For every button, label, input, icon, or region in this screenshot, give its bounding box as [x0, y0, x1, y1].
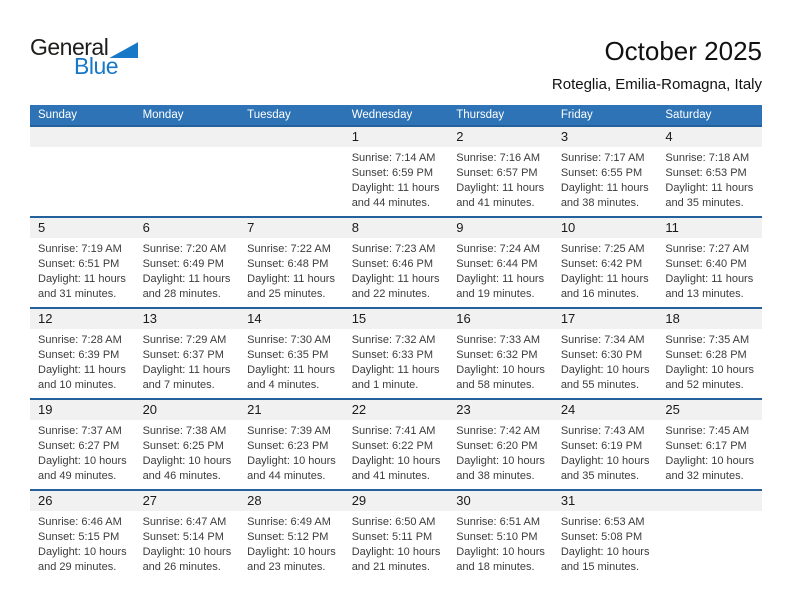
day-detail-line: Daylight: 11 hours [665, 182, 754, 194]
day-details [553, 238, 658, 302]
day-cell [657, 126, 762, 217]
day-number [30, 127, 135, 147]
day-details [135, 329, 240, 393]
day-detail-line: Sunrise: 7:16 AM [456, 152, 541, 164]
day-detail-line: Sunrise: 7:29 AM [142, 334, 227, 346]
day-detail-line: and 35 minutes. [665, 197, 744, 209]
day-detail-line: Sunset: 5:10 PM [456, 531, 538, 543]
day-details [239, 420, 344, 484]
day-detail-line: Sunrise: 7:18 AM [665, 152, 750, 164]
day-detail-line: Daylight: 11 hours [142, 273, 231, 285]
day-number: 21 [239, 400, 344, 420]
day-details [448, 420, 553, 484]
day-detail-line: Daylight: 10 hours [665, 455, 755, 467]
day-cell [553, 308, 658, 399]
day-number: 16 [448, 309, 553, 329]
day-detail-line: Daylight: 11 hours [351, 364, 440, 376]
day-details [657, 511, 762, 515]
day-detail-line: and 26 minutes. [142, 561, 221, 573]
day-cell [553, 126, 658, 217]
day-detail-line: Daylight: 11 hours [456, 273, 545, 285]
day-detail-line: Daylight: 11 hours [38, 273, 126, 285]
day-detail-line: Sunset: 6:48 PM [247, 258, 329, 270]
day-cell [448, 126, 553, 217]
day-details [448, 329, 553, 393]
day-detail-line: and 44 minutes. [351, 197, 430, 209]
day-details [30, 329, 135, 393]
day-number: 1 [344, 127, 449, 147]
day-detail-line: Sunrise: 7:27 AM [665, 243, 750, 255]
day-detail-line: Sunrise: 7:35 AM [665, 334, 750, 346]
day-details [657, 329, 762, 393]
day-cell [553, 217, 658, 308]
day-detail-line: Daylight: 10 hours [665, 364, 755, 376]
day-number: 20 [135, 400, 240, 420]
weekday-header-wednesday: Wednesday [344, 105, 449, 126]
day-cell [344, 308, 449, 399]
day-detail-line: Daylight: 10 hours [38, 546, 127, 558]
day-detail-line: Daylight: 10 hours [142, 455, 232, 467]
weekday-header-row [30, 105, 762, 126]
day-detail-line: and 22 minutes. [351, 288, 430, 300]
day-details [239, 238, 344, 302]
day-number: 12 [30, 309, 135, 329]
day-cell [239, 399, 344, 490]
day-detail-line: Daylight: 11 hours [247, 273, 335, 285]
day-detail-line: Daylight: 10 hours [456, 546, 545, 558]
day-cell [135, 308, 240, 399]
day-detail-line: and 58 minutes. [456, 379, 535, 391]
day-detail-line: Sunrise: 6:51 AM [456, 516, 541, 528]
day-detail-line: Sunset: 6:17 PM [665, 440, 747, 452]
day-detail-line: Sunrise: 7:38 AM [142, 425, 227, 437]
day-detail-line: Daylight: 10 hours [560, 455, 650, 467]
page-header [0, 0, 792, 105]
day-detail-line: Sunrise: 7:32 AM [351, 334, 436, 346]
day-number: 29 [344, 491, 449, 511]
day-number: 19 [30, 400, 135, 420]
week-row [30, 399, 762, 490]
calendar-table [30, 105, 762, 581]
day-cell [30, 308, 135, 399]
day-number [657, 491, 762, 511]
day-detail-line: Sunset: 5:14 PM [142, 531, 224, 543]
day-number: 7 [239, 218, 344, 238]
day-details [448, 238, 553, 302]
day-details [553, 420, 658, 484]
day-cell [344, 217, 449, 308]
day-detail-line: and 38 minutes. [456, 470, 535, 482]
day-detail-line: and 52 minutes. [665, 379, 744, 391]
day-detail-line: Sunset: 6:27 PM [38, 440, 120, 452]
day-details [344, 329, 449, 393]
day-detail-line: Sunrise: 6:46 AM [38, 516, 122, 528]
day-detail-line: and 10 minutes. [38, 379, 117, 391]
logo-text-general: General [30, 34, 109, 60]
day-details [344, 147, 449, 211]
day-detail-line: Sunset: 6:28 PM [665, 349, 747, 361]
day-details [30, 238, 135, 302]
day-cell [448, 308, 553, 399]
day-number: 9 [448, 218, 553, 238]
day-detail-line: Sunset: 6:25 PM [142, 440, 224, 452]
day-number: 28 [239, 491, 344, 511]
day-number: 5 [30, 218, 135, 238]
day-detail-line: Sunset: 6:55 PM [560, 167, 643, 179]
day-details [30, 147, 135, 151]
day-detail-line: Sunrise: 7:34 AM [560, 334, 645, 346]
day-detail-line: Daylight: 11 hours [560, 273, 649, 285]
day-number: 31 [553, 491, 658, 511]
day-detail-line: Sunrise: 7:33 AM [456, 334, 541, 346]
day-detail-line: Daylight: 11 hours [247, 364, 335, 376]
day-detail-line: Sunset: 6:40 PM [665, 258, 747, 270]
day-cell [239, 308, 344, 399]
empty-day-cell [239, 126, 344, 217]
day-detail-line: Daylight: 10 hours [351, 546, 441, 558]
day-cell [657, 308, 762, 399]
day-detail-line: Daylight: 11 hours [38, 364, 126, 376]
day-detail-line: Sunset: 6:30 PM [560, 349, 643, 361]
day-detail-line: Sunrise: 6:49 AM [247, 516, 331, 528]
day-detail-line: Daylight: 10 hours [456, 364, 545, 376]
day-detail-line: Daylight: 10 hours [456, 455, 545, 467]
day-detail-line: Daylight: 10 hours [38, 455, 127, 467]
day-number [239, 127, 344, 147]
day-detail-line: Sunrise: 6:53 AM [560, 516, 645, 528]
day-detail-line: and 41 minutes. [456, 197, 535, 209]
day-details [239, 329, 344, 393]
day-details [448, 511, 553, 575]
day-detail-line: Sunset: 6:59 PM [351, 167, 434, 179]
day-cell [135, 399, 240, 490]
day-cell [448, 217, 553, 308]
week-row [30, 308, 762, 399]
day-detail-line: Sunset: 6:22 PM [351, 440, 434, 452]
day-number: 14 [239, 309, 344, 329]
day-detail-line: and 15 minutes. [560, 561, 640, 573]
day-detail-line: Sunrise: 7:24 AM [456, 243, 541, 255]
day-detail-line: Sunrise: 7:39 AM [247, 425, 331, 437]
day-detail-line: Sunrise: 7:17 AM [560, 152, 645, 164]
day-detail-line: and 23 minutes. [247, 561, 326, 573]
day-details [344, 238, 449, 302]
day-detail-line: and 44 minutes. [247, 470, 326, 482]
day-detail-line: Sunset: 6:44 PM [456, 258, 538, 270]
day-detail-line: Daylight: 10 hours [247, 546, 336, 558]
day-detail-line: Sunset: 5:15 PM [38, 531, 120, 543]
day-detail-line: Sunrise: 7:22 AM [247, 243, 331, 255]
empty-day-cell [30, 126, 135, 217]
day-details [30, 420, 135, 484]
day-detail-line: Sunrise: 7:37 AM [38, 425, 122, 437]
day-number: 27 [135, 491, 240, 511]
day-detail-line: Daylight: 10 hours [142, 546, 232, 558]
day-details [448, 147, 553, 211]
day-detail-line: Sunset: 6:20 PM [456, 440, 538, 452]
day-detail-line: Sunrise: 6:47 AM [142, 516, 227, 528]
day-detail-line: and 28 minutes. [142, 288, 221, 300]
day-details [135, 511, 240, 575]
day-number: 15 [344, 309, 449, 329]
day-detail-line: and 1 minute. [351, 379, 419, 391]
day-number: 13 [135, 309, 240, 329]
weekday-header-monday: Monday [135, 105, 240, 126]
day-detail-line: and 31 minutes. [38, 288, 117, 300]
day-cell [553, 490, 658, 581]
day-cell [344, 490, 449, 581]
empty-day-cell [657, 490, 762, 581]
day-details [30, 511, 135, 575]
day-number: 24 [553, 400, 658, 420]
day-details [239, 147, 344, 151]
day-number: 11 [657, 218, 762, 238]
day-detail-line: Sunrise: 7:19 AM [38, 243, 122, 255]
calendar-body [30, 126, 762, 581]
day-detail-line: Daylight: 11 hours [142, 364, 231, 376]
day-detail-line: Daylight: 10 hours [247, 455, 336, 467]
page-title: October 2025 [604, 36, 762, 66]
day-cell [239, 490, 344, 581]
day-number: 4 [657, 127, 762, 147]
day-detail-line: and 29 minutes. [38, 561, 117, 573]
day-cell [657, 399, 762, 490]
day-detail-line: Sunset: 6:33 PM [351, 349, 434, 361]
weekday-header-tuesday: Tuesday [239, 105, 344, 126]
day-detail-line: Sunset: 6:57 PM [456, 167, 538, 179]
day-cell [239, 217, 344, 308]
general-blue-logo [30, 36, 138, 78]
day-detail-line: and 46 minutes. [142, 470, 221, 482]
day-cell [448, 490, 553, 581]
week-row [30, 217, 762, 308]
day-cell [553, 399, 658, 490]
day-details [553, 147, 658, 211]
day-details [135, 420, 240, 484]
day-detail-line: and 21 minutes. [351, 561, 430, 573]
day-detail-line: Sunset: 5:08 PM [560, 531, 643, 543]
day-detail-line: Sunset: 6:32 PM [456, 349, 538, 361]
day-detail-line: Sunset: 6:37 PM [142, 349, 224, 361]
day-cell [30, 490, 135, 581]
weekday-header-saturday: Saturday [657, 105, 762, 126]
week-row [30, 126, 762, 217]
day-number: 3 [553, 127, 658, 147]
day-detail-line: and 13 minutes. [665, 288, 744, 300]
weekday-header-thursday: Thursday [448, 105, 553, 126]
day-detail-line: Sunrise: 7:41 AM [351, 425, 436, 437]
day-details [344, 420, 449, 484]
day-cell [448, 399, 553, 490]
logo-text-blue: Blue [74, 53, 119, 79]
day-detail-line: Sunset: 6:23 PM [247, 440, 329, 452]
day-detail-line: Daylight: 11 hours [560, 182, 649, 194]
day-detail-line: Daylight: 11 hours [351, 182, 440, 194]
day-detail-line: Sunrise: 7:43 AM [560, 425, 645, 437]
day-detail-line: Daylight: 11 hours [351, 273, 440, 285]
day-details [657, 420, 762, 484]
day-detail-line: Sunset: 5:11 PM [351, 531, 433, 543]
week-row [30, 490, 762, 581]
day-detail-line: and 38 minutes. [560, 197, 640, 209]
day-details [553, 329, 658, 393]
day-detail-line: Daylight: 11 hours [456, 182, 545, 194]
day-detail-line: Sunrise: 7:25 AM [560, 243, 645, 255]
day-details [239, 511, 344, 575]
day-detail-line: Sunrise: 7:42 AM [456, 425, 541, 437]
day-number: 2 [448, 127, 553, 147]
day-cell [344, 399, 449, 490]
day-detail-line: Sunset: 6:42 PM [560, 258, 643, 270]
day-detail-line: and 32 minutes. [665, 470, 744, 482]
day-cell [657, 217, 762, 308]
day-detail-line: and 7 minutes. [142, 379, 215, 391]
day-number: 10 [553, 218, 658, 238]
day-cell [30, 399, 135, 490]
day-detail-line: and 25 minutes. [247, 288, 326, 300]
day-detail-line: and 18 minutes. [456, 561, 535, 573]
day-details [657, 147, 762, 211]
day-details [344, 511, 449, 575]
day-number: 23 [448, 400, 553, 420]
day-detail-line: Sunset: 6:46 PM [351, 258, 434, 270]
day-detail-line: and 16 minutes. [560, 288, 640, 300]
day-details [135, 238, 240, 302]
day-details [657, 238, 762, 302]
day-detail-line: and 49 minutes. [38, 470, 117, 482]
day-detail-line: Sunset: 6:35 PM [247, 349, 329, 361]
day-detail-line: Sunrise: 7:28 AM [38, 334, 122, 346]
weekday-header-sunday: Sunday [30, 105, 135, 126]
day-number: 6 [135, 218, 240, 238]
day-detail-line: and 4 minutes. [247, 379, 320, 391]
day-detail-line: Sunrise: 6:50 AM [351, 516, 436, 528]
day-detail-line: Sunset: 5:12 PM [247, 531, 329, 543]
day-detail-line: Daylight: 10 hours [560, 364, 650, 376]
day-detail-line: Sunrise: 7:14 AM [351, 152, 436, 164]
day-number: 17 [553, 309, 658, 329]
day-cell [344, 126, 449, 217]
day-cell [30, 217, 135, 308]
day-detail-line: Daylight: 11 hours [665, 273, 754, 285]
day-number: 8 [344, 218, 449, 238]
day-cell [135, 490, 240, 581]
empty-day-cell [135, 126, 240, 217]
day-number: 30 [448, 491, 553, 511]
day-number: 25 [657, 400, 762, 420]
day-cell [135, 217, 240, 308]
day-number: 18 [657, 309, 762, 329]
day-detail-line: Daylight: 10 hours [351, 455, 441, 467]
day-detail-line: Daylight: 10 hours [560, 546, 650, 558]
day-number: 26 [30, 491, 135, 511]
day-number: 22 [344, 400, 449, 420]
day-detail-line: Sunrise: 7:45 AM [665, 425, 750, 437]
day-detail-line: Sunset: 6:51 PM [38, 258, 120, 270]
day-detail-line: and 55 minutes. [560, 379, 640, 391]
day-detail-line: Sunset: 6:39 PM [38, 349, 120, 361]
day-detail-line: and 35 minutes. [560, 470, 640, 482]
day-detail-line: Sunset: 6:53 PM [665, 167, 747, 179]
day-detail-line: Sunset: 6:49 PM [142, 258, 224, 270]
day-detail-line: Sunrise: 7:20 AM [142, 243, 227, 255]
day-details [553, 511, 658, 575]
day-detail-line: Sunrise: 7:30 AM [247, 334, 331, 346]
day-details [135, 147, 240, 151]
day-detail-line: and 19 minutes. [456, 288, 535, 300]
weekday-header-friday: Friday [553, 105, 658, 126]
location-subtitle: Roteglia, Emilia-Romagna, Italy [551, 76, 762, 93]
day-detail-line: Sunrise: 7:23 AM [351, 243, 436, 255]
day-detail-line: and 41 minutes. [351, 470, 430, 482]
day-detail-line: Sunset: 6:19 PM [560, 440, 643, 452]
day-number [135, 127, 240, 147]
